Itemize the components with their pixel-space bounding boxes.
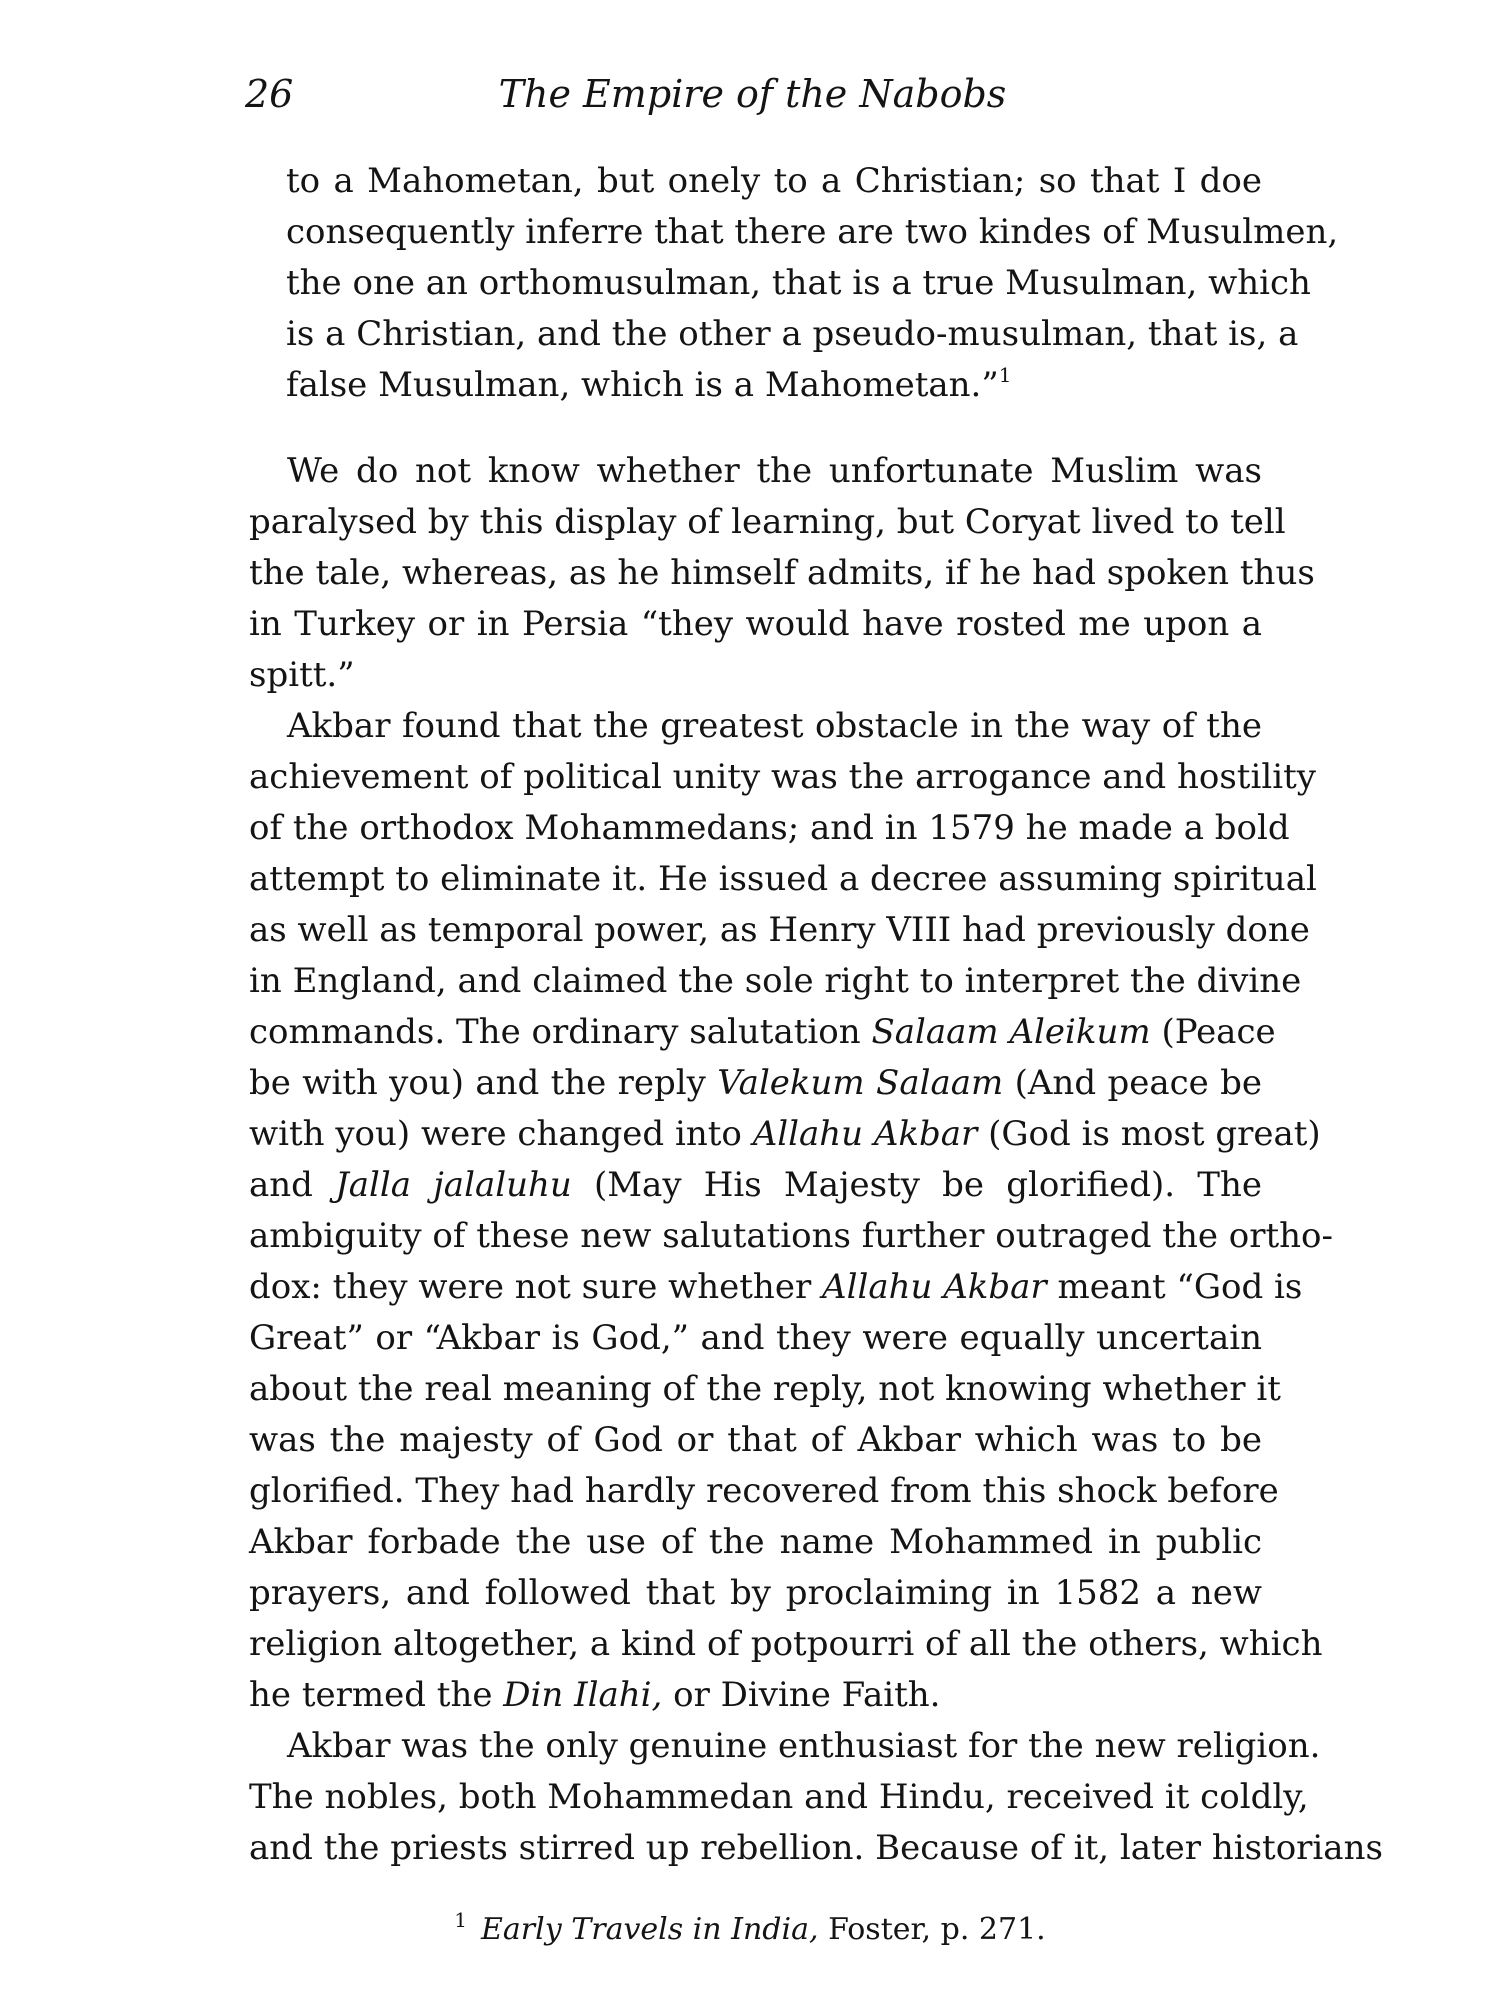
paragraph-line: The nobles, both Mohammedan and Hindu, received it coldly, xyxy=(249,1777,1309,1817)
paragraph-line: glorified. They had hardly recovered from this shock before xyxy=(249,1471,1279,1511)
footnote-marker: 1 xyxy=(454,1908,468,1932)
paragraph-line xyxy=(249,1108,1321,1160)
italic-term: Allahu Akbar xyxy=(822,1267,1047,1307)
paragraph-line: Akbar forbade the use of the name Mohammed in public xyxy=(249,1522,1262,1562)
paragraph-line: We do not know whether the unfortunate Muslim was xyxy=(287,451,1262,491)
text-run: (And peace be xyxy=(1003,1063,1262,1103)
paragraph-line xyxy=(249,1006,1276,1058)
text-run: dox: they were not sure whether xyxy=(249,1267,823,1307)
paragraph-line: Akbar found that the greatest obstacle in the way of the xyxy=(287,706,1262,746)
running-head xyxy=(245,72,1260,132)
quote-line: is a Christian, and the other a pseudo-musulman, that is, a xyxy=(286,314,1299,354)
quote-line xyxy=(286,359,1262,411)
italic-term: Din Ilahi, xyxy=(503,1675,663,1715)
footnote-title: Early Travels in India, xyxy=(481,1912,819,1947)
text-run: or Divine Faith. xyxy=(662,1675,941,1715)
quote-line: consequently inferre that there are two kindes of Musulmen, xyxy=(286,212,1339,252)
paragraph-line: the tale, whereas, as he himself admits, if he had spoken thus xyxy=(249,553,1315,593)
paragraph-line: attempt to eliminate it. He issued a decree assuming spiritual xyxy=(249,859,1317,899)
text-run: (May His Majesty be glorified). The xyxy=(571,1165,1262,1205)
quote-text: false Musulman, which is a Mahometan.” xyxy=(286,365,999,405)
italic-term: Salaam Aleikum xyxy=(871,1012,1151,1052)
quote-line: to a Mahometan, but onely to a Christian; so that I doe xyxy=(286,161,1262,201)
footnote-reference: 1 xyxy=(998,363,1012,387)
paragraph-line: about the real meaning of the reply, not knowing whether it xyxy=(249,1369,1281,1409)
paragraph-line xyxy=(249,1159,1262,1211)
text-run: (Peace xyxy=(1150,1012,1276,1052)
paragraph-line: of the orthodox Mohammedans; and in 1579 he made a bold xyxy=(249,808,1290,848)
footnote xyxy=(0,1904,1500,1956)
paragraph-line: prayers, and followed that by proclaiming in 1582 a new xyxy=(249,1573,1262,1613)
text-run: and xyxy=(249,1165,336,1205)
text-run: he termed the xyxy=(249,1675,504,1715)
paragraph-line: paralysed by this display of learning, but Coryat lived to tell xyxy=(249,502,1286,542)
text-run: with you) were changed into xyxy=(249,1114,753,1154)
paragraph-line: religion altogether, a kind of potpourri of all the others, which xyxy=(249,1624,1323,1664)
paragraph-line xyxy=(249,1669,1262,1721)
paragraph-line: Akbar was the only genuine enthusiast for the new religion. xyxy=(287,1726,1321,1766)
paragraph-line: ambiguity of these new salutations further outraged the ortho- xyxy=(249,1216,1334,1256)
paragraph-line: as well as temporal power, as Henry VIII had previously done xyxy=(249,910,1310,950)
text-run: (God is most great) xyxy=(977,1114,1321,1154)
paragraph-line xyxy=(249,1261,1303,1313)
paragraph-line xyxy=(249,1057,1262,1109)
paragraph-line: and the priests stirred up rebellion. Because of it, later historians xyxy=(249,1828,1383,1868)
paragraph-line: was the majesty of God or that of Akbar which was to be xyxy=(249,1420,1262,1460)
paragraph-line: in England, and claimed the sole right to interpret the divine xyxy=(249,961,1302,1001)
paragraph-line: achievement of political unity was the arrogance and hostility xyxy=(249,757,1316,797)
text-run: be with you) and the reply xyxy=(249,1063,718,1103)
italic-term: Valekum Salaam xyxy=(717,1063,1004,1103)
italic-term: Allahu Akbar xyxy=(752,1114,978,1154)
page-number: 26 xyxy=(245,72,294,116)
text-run: meant “God is xyxy=(1046,1267,1303,1307)
paragraph-line: spitt.” xyxy=(249,655,355,695)
quote-line: the one an orthomusulman, that is a true Musulman, which xyxy=(286,263,1311,303)
paragraph-line: Great” or “Akbar is God,” and they were equally uncertain xyxy=(249,1318,1262,1358)
footnote-text: Foster, p. 271. xyxy=(818,1912,1046,1947)
running-title: The Empire of the Nabobs xyxy=(498,72,1007,116)
italic-term: Jalla jalaluhu xyxy=(335,1165,572,1205)
paragraph-line: in Turkey or in Persia “they would have rosted me upon a xyxy=(249,604,1262,644)
text-run: commands. The ordinary salutation xyxy=(249,1012,872,1052)
